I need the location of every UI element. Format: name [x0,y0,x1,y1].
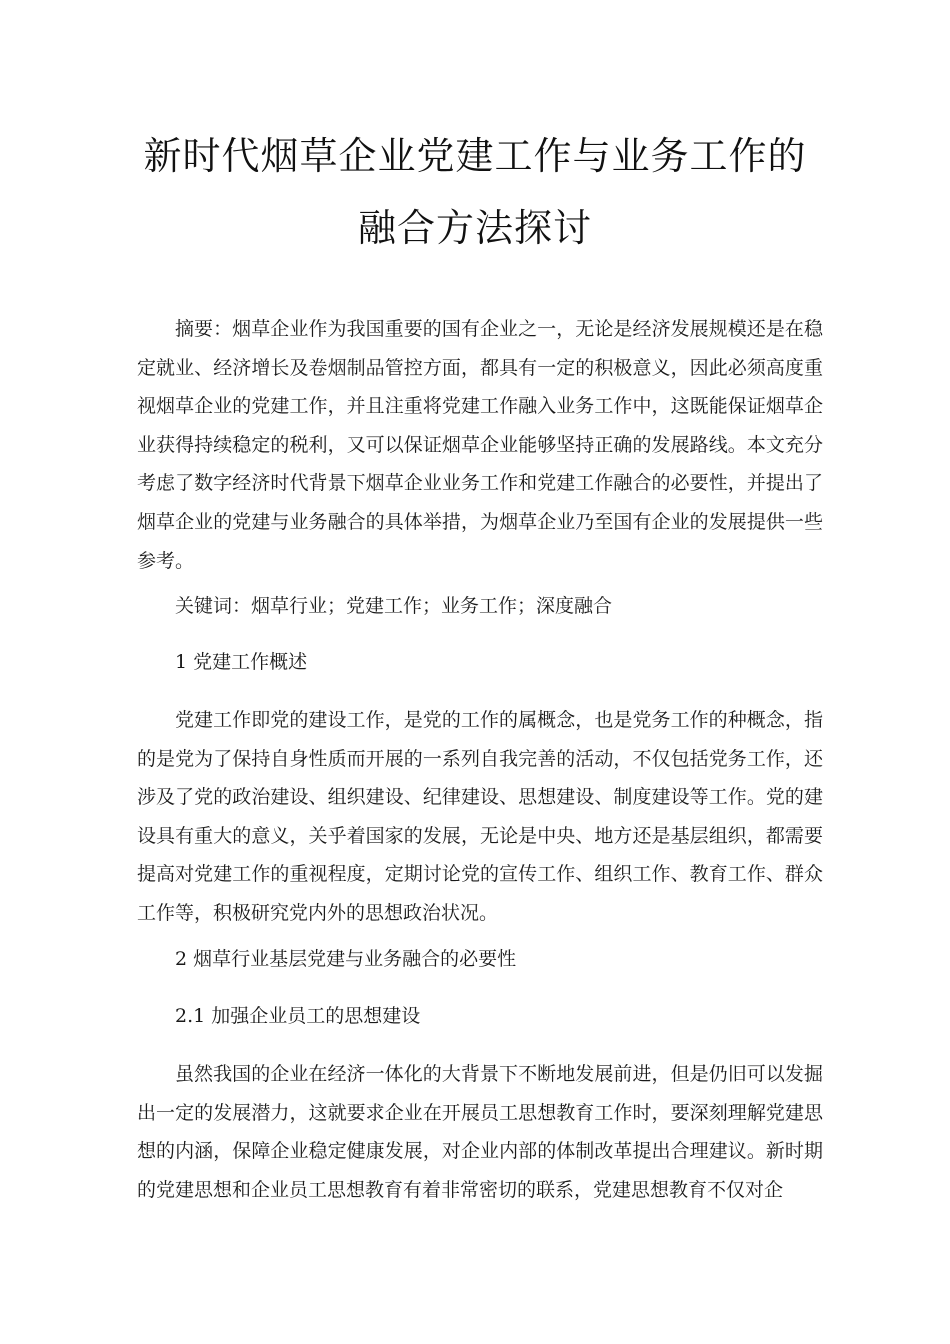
abstract-paragraph: 摘要：烟草企业作为我国重要的国有企业之一，无论是经济发展规模还是在稳定就业、经济增长及卷烟制品管控方面，都具有一定的积极意义，因此必须高度重视烟草企业的党建工作，并且注重将党建工作融入业务工作中，这既能保证烟草企业获得持续稳定的税利，又可以保证烟草企业能够坚持正确的发展路线。本文充分考虑了数字经济时代背景下烟草企业业务工作和党建工作融合的必要性，并提出了烟草企业的党建与业务融合的具体举措，为烟草企业乃至国有企业的发展提供一些参考。 [137,318,823,572]
keywords-line: 关键词：烟草行业；党建工作；业务工作；深度融合 [175,595,613,617]
section-1-paragraph: 党建工作即党的建设工作，是党的工作的属概念，也是党务工作的种概念，指的是党为了保持自身性质而开展的一系列自我完善的活动，不仅包括党务工作，还涉及了党的政治建设、组织建设、纪律建设、思想建设、制度建设等工作。党的建设具有重大的意义，关乎着国家的发展，无论是中央、地方还是基层组织，都需要提高对党建工作的重视程度，定期讨论党的宣传工作、组织工作、教育工作、群众工作等，积极研究党内外的思想政治状况。 [137,709,823,924]
document-title-line-1: 新时代烟草企业党建工作与业务工作的 [143,134,807,178]
section-2-1-paragraph: 虽然我国的企业在经济一体化的大背景下不断地发展前进，但是仍旧可以发掘出一定的发展潜力，这就要求企业在开展员工思想教育工作时，要深刻理解党建思想的内涵，保障企业稳定健康发展，对企业内部的体制改革提出合理建议。新时期的党建思想和企业员工思想教育有着非常密切的联系，党建思想教育不仅对企 [137,1063,823,1201]
document-title-line-2: 融合方法探讨 [357,206,592,250]
section-2-1-heading: 2.1 加强企业员工的思想建设 [175,1005,421,1027]
section-2-heading: 2 烟草行业基层党建与业务融合的必要性 [175,948,517,970]
section-1-heading: 1 党建工作概述 [175,651,308,673]
